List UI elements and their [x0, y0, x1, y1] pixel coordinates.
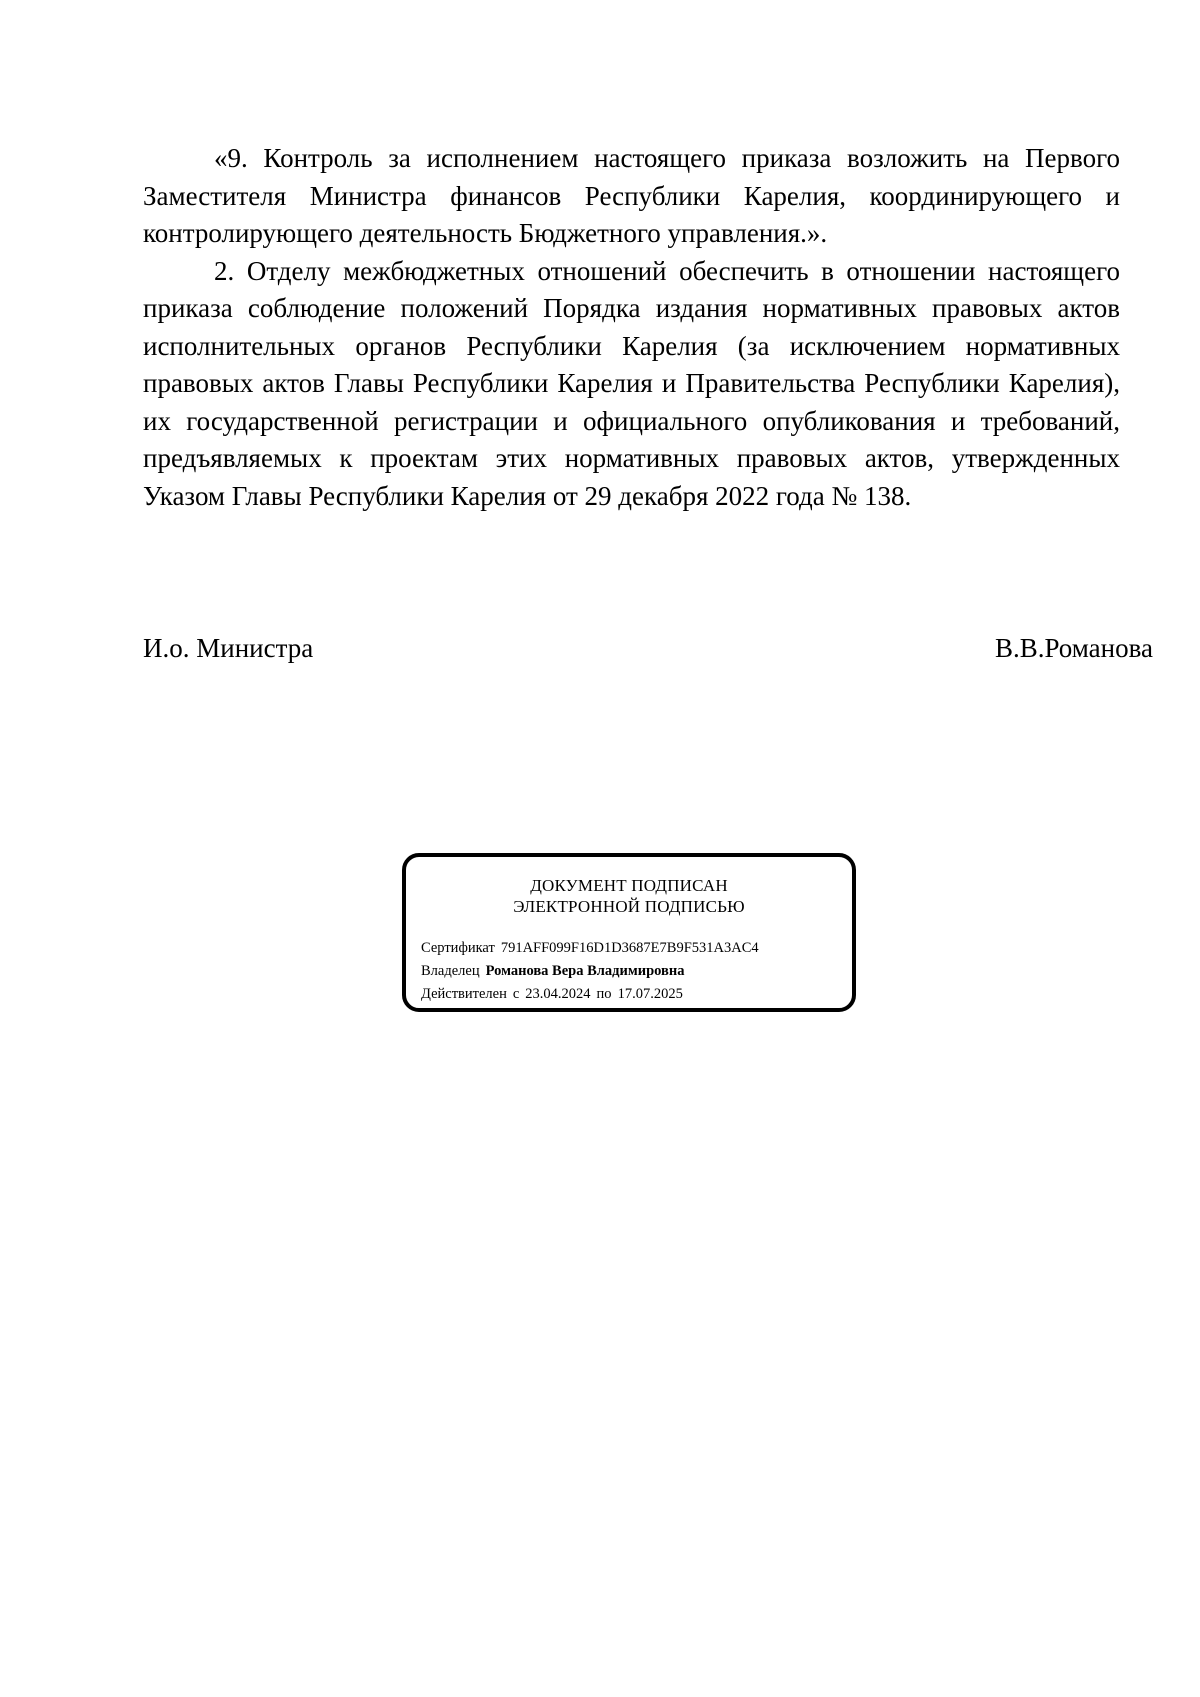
document-body [143, 140, 1120, 515]
stamp-owner-row [421, 960, 759, 983]
stamp-certificate-row [421, 937, 759, 960]
paragraph-item-9: «9. Контроль за исполнением настоящего приказа возложить на Первого Заместителя Министра финансов Республики Карелия, координирующего и контролирующего деятельность Бюджетного управления.». [143, 143, 1120, 248]
signature-block [143, 630, 1153, 667]
stamp-header [406, 875, 852, 917]
stamp-title-line-1: ДОКУМЕНТ ПОДПИСАН [530, 876, 728, 895]
paragraph-item-2: 2. Отделу межбюджетных отношений обеспечить в отношении настоящего приказа соблюдение положений Порядка издания нормативных правовых актов исполнительных органов Республики Карелия (за исключением нормативных правовых актов Главы Республики Карелия и Правительства Республики Карелия), их государственной регистрации и официального опубликования и требований, предъявляемых к проектам этих нормативных правовых актов, утвержденных Указом Главы Республики Карелия от 29 декабря 2022 года № 138. [143, 255, 1120, 511]
stamp-owner-label: Владелец [421, 963, 480, 979]
stamp-certificate-value: 791AFF099F16D1D3687E7B9F531A3AC4 [500, 940, 759, 956]
stamp-owner-value: Романова Вера Владимировна [485, 963, 685, 979]
stamp-validity-row [421, 983, 759, 1006]
stamp-valid-to: 17.07.2025 [617, 986, 683, 1002]
stamp-valid-from: 23.04.2024 [525, 986, 591, 1002]
stamp-title-line-2: ЭЛЕКТРОННОЙ ПОДПИСЬЮ [513, 897, 745, 916]
stamp-valid-label: Действителен [421, 986, 507, 1002]
electronic-signature-stamp [402, 853, 856, 1012]
stamp-valid-to-label: по [596, 986, 612, 1002]
stamp-certificate-label: Сертификат [421, 940, 495, 956]
signatory-position: И.о. Министра [143, 633, 314, 663]
stamp-details [421, 937, 759, 1006]
stamp-valid-from-label: с [512, 986, 520, 1002]
signatory-name: В.В.Романова [994, 633, 1153, 663]
